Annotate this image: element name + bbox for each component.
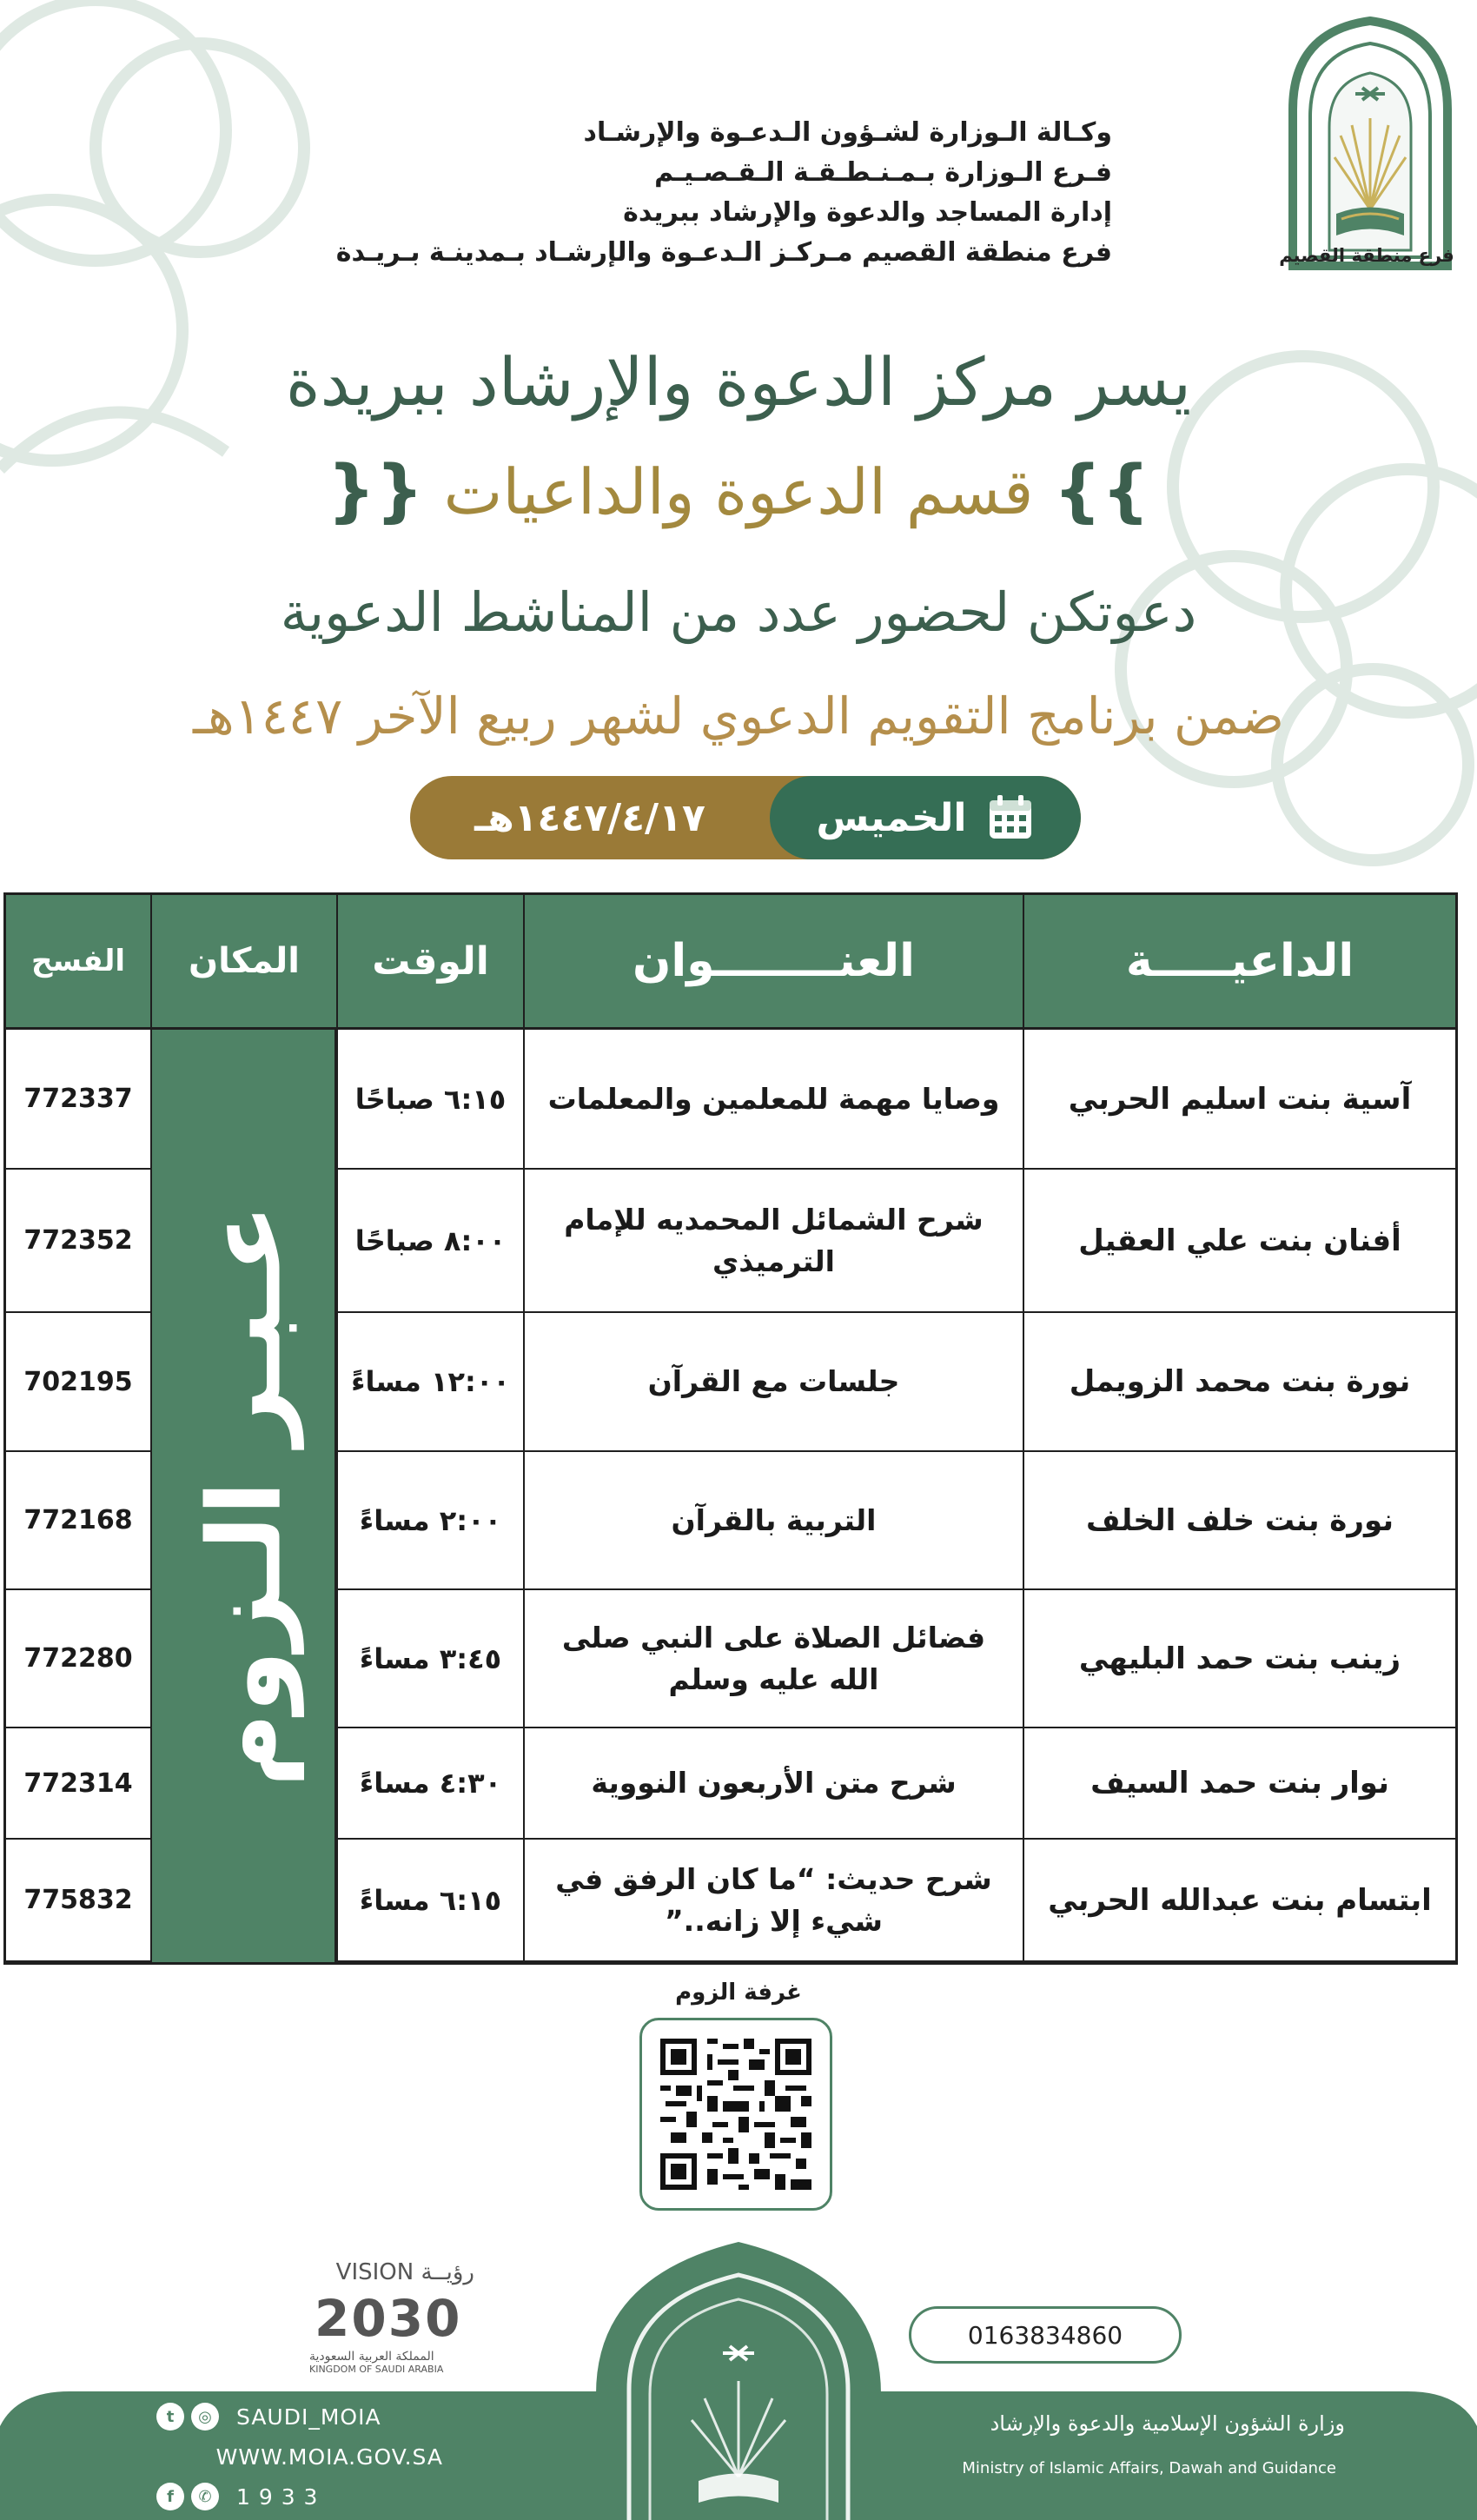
zoom-qr-frame[interactable]	[639, 2018, 832, 2211]
cell-speaker: أفنان بنت علي العقيل	[1023, 1170, 1455, 1311]
table-header	[3, 892, 1458, 1030]
title-invitation: دعوتكن لحضور عدد من المناشط الدعوية	[280, 580, 1197, 644]
social-handle: SAUDI_MOIA	[236, 2404, 381, 2430]
cell-time: ٨:٠٠ صباحًا	[336, 1170, 523, 1311]
vision-year: 2030	[315, 2289, 462, 2348]
qr-code-icon[interactable]	[660, 2039, 811, 2190]
spacer	[181, 2443, 198, 2470]
header-line-4: فرع منطقة القصيم مـركـز الـدعـوة والإرشـاد بـمدينـة بـريـدة	[335, 237, 1112, 268]
schedule-table	[3, 892, 1458, 1965]
day-badge	[770, 776, 1081, 859]
cell-speaker: نورة بنت محمد الزويمل	[1023, 1313, 1455, 1450]
cell-time: ٦:١٥ صباحًا	[336, 1030, 523, 1168]
footer-ministry-logo	[596, 2242, 881, 2520]
place-column	[150, 1030, 336, 1962]
cell-room: 772314	[23, 1767, 133, 1799]
cell-title: جلسات مع القرآن	[523, 1313, 1023, 1450]
header-place: المكان	[150, 895, 336, 1027]
ministry-name-ar: وزارة الشؤون الإسلامية والدعوة والإرشاد	[990, 2411, 1345, 2436]
header-time: الوقت	[336, 895, 523, 1027]
website-link[interactable]: WWW.MOIA.GOV.SA	[215, 2444, 443, 2470]
cell-room: 775832	[23, 1885, 133, 1915]
vision-2030-logo	[309, 2259, 474, 2375]
social-contacts	[156, 2400, 443, 2520]
date-pill	[410, 776, 1081, 859]
ministry-logo	[1275, 14, 1465, 275]
header-title: العنــــــــوان	[523, 895, 1023, 1027]
social-row-hotline[interactable]	[156, 2480, 443, 2513]
place-value: عـبـر الـزوم	[186, 1204, 304, 1787]
vision-country-ar: المملكة العربية السعودية	[309, 2350, 434, 2364]
logo-caption: فرع منطقة القصيم	[1279, 245, 1454, 266]
bracket-right: }}	[1053, 452, 1150, 530]
cell-title: شرح حديث: “ما كان الرفق في شيء إلا زانه..”	[523, 1840, 1023, 1960]
cell-title: وصايا مهمة للمعلمين والمعلمات	[523, 1030, 1023, 1168]
cell-time: ٣:٤٥ مساءً	[336, 1590, 523, 1727]
title-center-name: يسر مركز الدعوة والإرشاد ببريدة	[285, 343, 1192, 421]
phone-icon[interactable]: ✆	[191, 2483, 219, 2510]
cell-room: 702195	[23, 1366, 133, 1397]
cell-title: شرح متن الأربعون النووية	[523, 1728, 1023, 1838]
cell-title: التربية بالقرآن	[523, 1452, 1023, 1588]
table-body	[3, 1030, 1458, 1965]
cell-speaker: نوار بنت حمد السيف	[1023, 1728, 1455, 1838]
bracket-left: {{	[327, 452, 424, 530]
cell-time: ١٢:٠٠ مساءً	[336, 1313, 523, 1450]
header-line-1: وكـالة الـوزارة لشـؤون الـدعـوة والإرشـاد	[583, 117, 1112, 148]
twitter-icon[interactable]: t	[156, 2403, 184, 2430]
header-line-2: فـرع الـوزارة بـمـنـطـقـة الـقـصـيـم	[654, 157, 1112, 188]
hotline-number: 1 9 3 3	[236, 2484, 319, 2510]
phone-number[interactable]: 0163834860	[909, 2306, 1182, 2364]
ministry-name-en: Ministry of Islamic Affairs, Dawah and Guidance	[962, 2459, 1336, 2477]
title-section	[0, 452, 1477, 530]
header-room: الفسح	[31, 944, 125, 978]
zoom-room-label: غرفة الزوم	[675, 1980, 802, 2006]
title-program: ضمن برنامج التقويم الدعوي لشهر ربيع الآخر ١٤٤٧هـ	[193, 686, 1284, 746]
cell-speaker: ابتسام بنت عبدالله الحربي	[1023, 1840, 1455, 1960]
header-speaker: الداعيـــــة	[1023, 895, 1455, 1027]
cell-room: 772352	[23, 1225, 133, 1256]
cell-room: 772280	[23, 1643, 133, 1674]
social-row-website[interactable]	[156, 2440, 443, 2473]
cell-room: 772337	[23, 1084, 133, 1114]
title-section-text: قسم الدعوة والداعيات	[443, 455, 1034, 528]
cell-time: ٤:٣٠ مساءً	[336, 1728, 523, 1838]
calendar-icon	[986, 793, 1035, 842]
social-row-handle[interactable]	[156, 2400, 443, 2433]
cell-speaker: نورة بنت خلف الخلف	[1023, 1452, 1455, 1588]
cell-speaker: زينب بنت حمد البليهي	[1023, 1590, 1455, 1727]
cell-time: ٦:١٥ مساءً	[336, 1840, 523, 1960]
cell-room: 772168	[23, 1505, 133, 1535]
date-value: ١٤٤٧/٤/١٧هـ	[474, 795, 705, 840]
cell-title: فضائل الصلاة على النبي صلى الله عليه وسلم	[523, 1590, 1023, 1727]
spacer	[156, 2443, 174, 2470]
cell-title: شرح الشمائل المحمديه للإمام الترميذي	[523, 1170, 1023, 1311]
instagram-icon[interactable]: ◎	[191, 2403, 219, 2430]
facebook-icon[interactable]: f	[156, 2483, 184, 2510]
header-block	[330, 113, 1112, 273]
cell-speaker: آسية بنت اسليم الحربي	[1023, 1030, 1455, 1168]
cell-time: ٢:٠٠ مساءً	[336, 1452, 523, 1588]
header-line-3: إدارة المساجد والدعوة والإرشاد ببريدة	[623, 197, 1112, 228]
day-label: الخميس	[816, 795, 967, 840]
vision-country-en: KINGDOM OF SAUDI ARABIA	[309, 2364, 444, 2375]
vision-title: VISION رؤيــة	[335, 2259, 474, 2285]
